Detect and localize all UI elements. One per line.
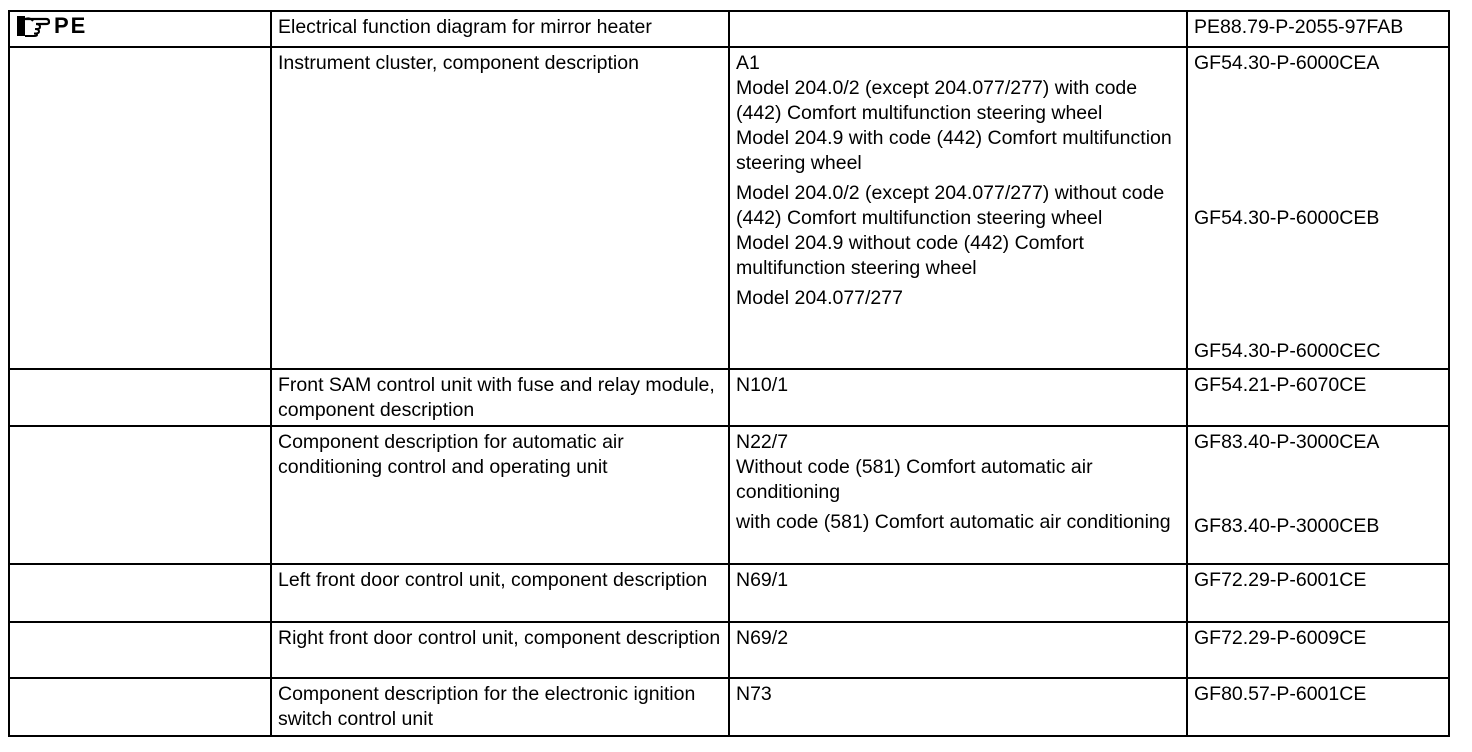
- marker-cell: [9, 426, 271, 564]
- marker-cell: [9, 678, 271, 736]
- document-cell[interactable]: GF54.21-P-6070CE: [1187, 369, 1449, 426]
- marker-cell: [9, 11, 271, 47]
- designation-cell: N73: [729, 678, 1187, 736]
- description-cell: Component description for the electronic ignition switch control unit: [271, 678, 729, 736]
- designation-code: N22/7: [736, 431, 789, 453]
- document-cell[interactable]: GF80.57-P-6001CE: [1187, 678, 1449, 736]
- document-number[interactable]: GF83.40-P-3000CEB: [1194, 515, 1380, 537]
- marker-cell: [9, 369, 271, 426]
- description-cell: Instrument cluster, component description: [271, 47, 729, 369]
- document-cell[interactable]: PE88.79-P-2055-97FAB: [1187, 11, 1449, 47]
- designation-cell: [729, 11, 1187, 47]
- pe-marker: [16, 15, 87, 37]
- document-number[interactable]: GF83.40-P-3000CEA: [1194, 431, 1380, 453]
- variant-text: Model 204.077/277: [736, 287, 903, 309]
- designation-cell: N10/1: [729, 369, 1187, 426]
- variant-text: with code (581) Comfort automatic air conditioning: [736, 511, 1171, 533]
- designation-cell: [729, 426, 1187, 564]
- table-row: [9, 11, 1449, 47]
- table-row: [9, 622, 1449, 678]
- description-cell: Electrical function diagram for mirror heater: [271, 11, 729, 47]
- variant-text: Model 204.0/2 (except 204.077/277) with code (442) Comfort multifunction steering wheel: [736, 77, 1138, 124]
- description-cell: Right front door control unit, component description: [271, 622, 729, 678]
- document-number[interactable]: GF54.30-P-6000CEB: [1194, 207, 1380, 229]
- document-number[interactable]: GF54.30-P-6000CEA: [1194, 52, 1380, 74]
- document-cell: [1187, 47, 1449, 369]
- marker-cell: [9, 564, 271, 622]
- description-cell: Component description for automatic air conditioning control and operating unit: [271, 426, 729, 564]
- document-cell[interactable]: GF72.29-P-6001CE: [1187, 564, 1449, 622]
- pe-label: PE: [54, 13, 88, 38]
- description-cell: Left front door control unit, component description: [271, 564, 729, 622]
- variant-text: Model 204.9 without code (442) Comfort multifunction steering wheel: [736, 232, 1084, 279]
- pointing-hand-icon: [16, 15, 50, 37]
- designation-cell: N69/2: [729, 622, 1187, 678]
- variant-text: Model 204.9 with code (442) Comfort multifunction steering wheel: [736, 127, 1172, 174]
- document-cell: [1187, 426, 1449, 564]
- designation-cell: N69/1: [729, 564, 1187, 622]
- table-row: [9, 47, 1449, 369]
- marker-cell: [9, 622, 271, 678]
- description-cell: Front SAM control unit with fuse and relay module, component description: [271, 369, 729, 426]
- designation-code: A1: [736, 52, 760, 74]
- table-row: [9, 564, 1449, 622]
- table-row: [9, 678, 1449, 736]
- table-row: [9, 369, 1449, 426]
- variant-text: Without code (581) Comfort automatic air conditioning: [736, 456, 1093, 503]
- table-row: [9, 426, 1449, 564]
- marker-cell: [9, 47, 271, 369]
- document-cell[interactable]: GF72.29-P-6009CE: [1187, 622, 1449, 678]
- document-number[interactable]: GF54.30-P-6000CEC: [1194, 340, 1381, 362]
- variant-text: Model 204.0/2 (except 204.077/277) without code (442) Comfort multifunction steering wheel: [736, 182, 1165, 229]
- reference-table: [8, 10, 1450, 737]
- designation-cell: [729, 47, 1187, 369]
